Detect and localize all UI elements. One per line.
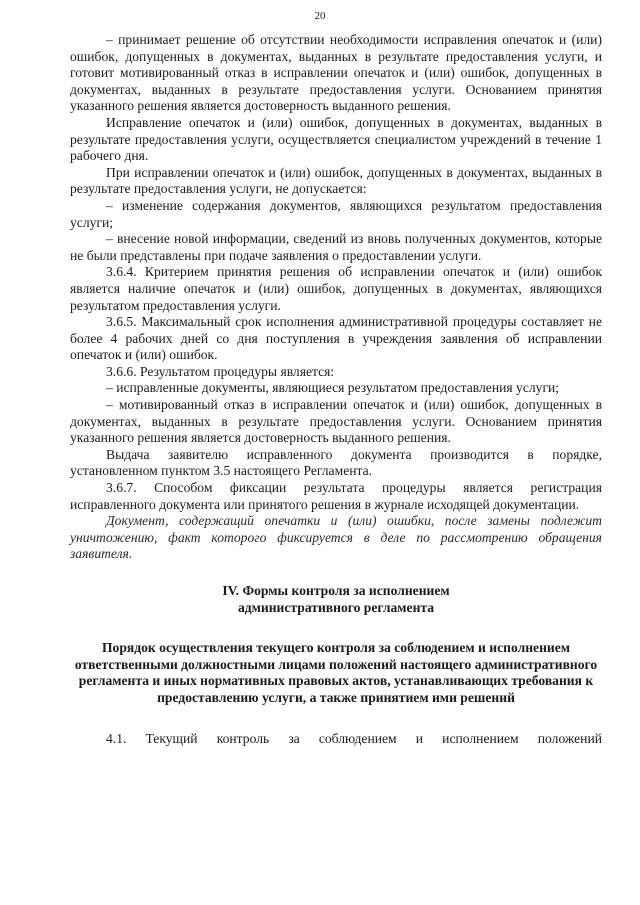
paragraph: – исправленные документы, являющиеся результатом предоставления услуги;	[106, 380, 560, 396]
document-body	[70, 32, 602, 747]
paragraph: 3.6.6. Результатом процедуры является:	[106, 363, 335, 379]
paragraph: – принимает решение об отсутствии необходимости исправления опечаток и (или) ошибок, допущенных в документах, выданных в результате предоставления услуги, и готовит мотивированный отказ в исправлении опечаток и (или) ошибок, допущенных в документах, выданных в результате предоставления услуги. Основанием принятия указанного решения является достоверность выданного решения.	[70, 32, 602, 114]
paragraph: Выдача заявителю исправленного документа производится в порядке, установленном пунктом 3.5 настоящего Регламента.	[70, 446, 602, 479]
paragraph: Исправление опечаток и (или) ошибок, допущенных в документах, выданных в результате предоставления услуги, осуществляется специалистом учреждений в течение 1 рабочего дня.	[70, 114, 602, 164]
subsection-heading: Порядок осуществления текущего контроля за соблюдением и исполнением ответственными должностными лицами положений настоящего административного регламента и иных нормативных правовых актов, устанавливающих требования к предоставлению услуги, а также принятием ими решений	[74, 640, 598, 705]
paragraph: – изменение содержания документов, являющихся результатом предоставления услуги;	[70, 197, 602, 230]
italic-note: Документ, содержащий опечатки и (или) ошибки, после замены подлежит уничтожению, факт которого фиксируется в деле по рассмотрению обращения заявителя.	[70, 513, 602, 562]
section-heading-line2: административного регламента	[237, 599, 435, 615]
paragraph: 4.1. Текущий контроль за соблюдением и исполнением положений	[106, 730, 602, 746]
paragraph: 3.6.5. Максимальный срок исполнения административной процедуры составляет не более 4 рабочих дней со дня поступления в учреждения заявления об исправлении опечаток и (или) ошибок.	[70, 314, 602, 363]
paragraph: 3.6.7. Способом фиксации результата процедуры является регистрация исправленного документа или принятого решения в журнале исходящей документации.	[70, 480, 602, 512]
paragraph: – мотивированный отказ в исправлении опечаток и (или) ошибок, допущенных в документах, выданных в результате предоставления услуги. Основанием принятия указанного решения является достоверность выданного решения.	[70, 397, 602, 446]
section-heading: IV. Формы контроля за исполнением	[222, 583, 450, 598]
paragraph: 3.6.4. Критерием принятия решения об исправлении опечаток и (или) ошибок является наличие опечаток и (или) ошибок, допущенных в документах, являющихся результатом предоставления услуги.	[70, 264, 602, 313]
paragraph: При исправлении опечаток и (или) ошибок, допущенных в документах, выданных в результате предоставления услуги, не допускается:	[70, 164, 602, 197]
page-number: 20	[314, 10, 326, 22]
paragraph: – внесение новой информации, сведений из вновь полученных документов, которые не были представлены при подаче заявления о предоставлении услуги.	[70, 231, 602, 263]
